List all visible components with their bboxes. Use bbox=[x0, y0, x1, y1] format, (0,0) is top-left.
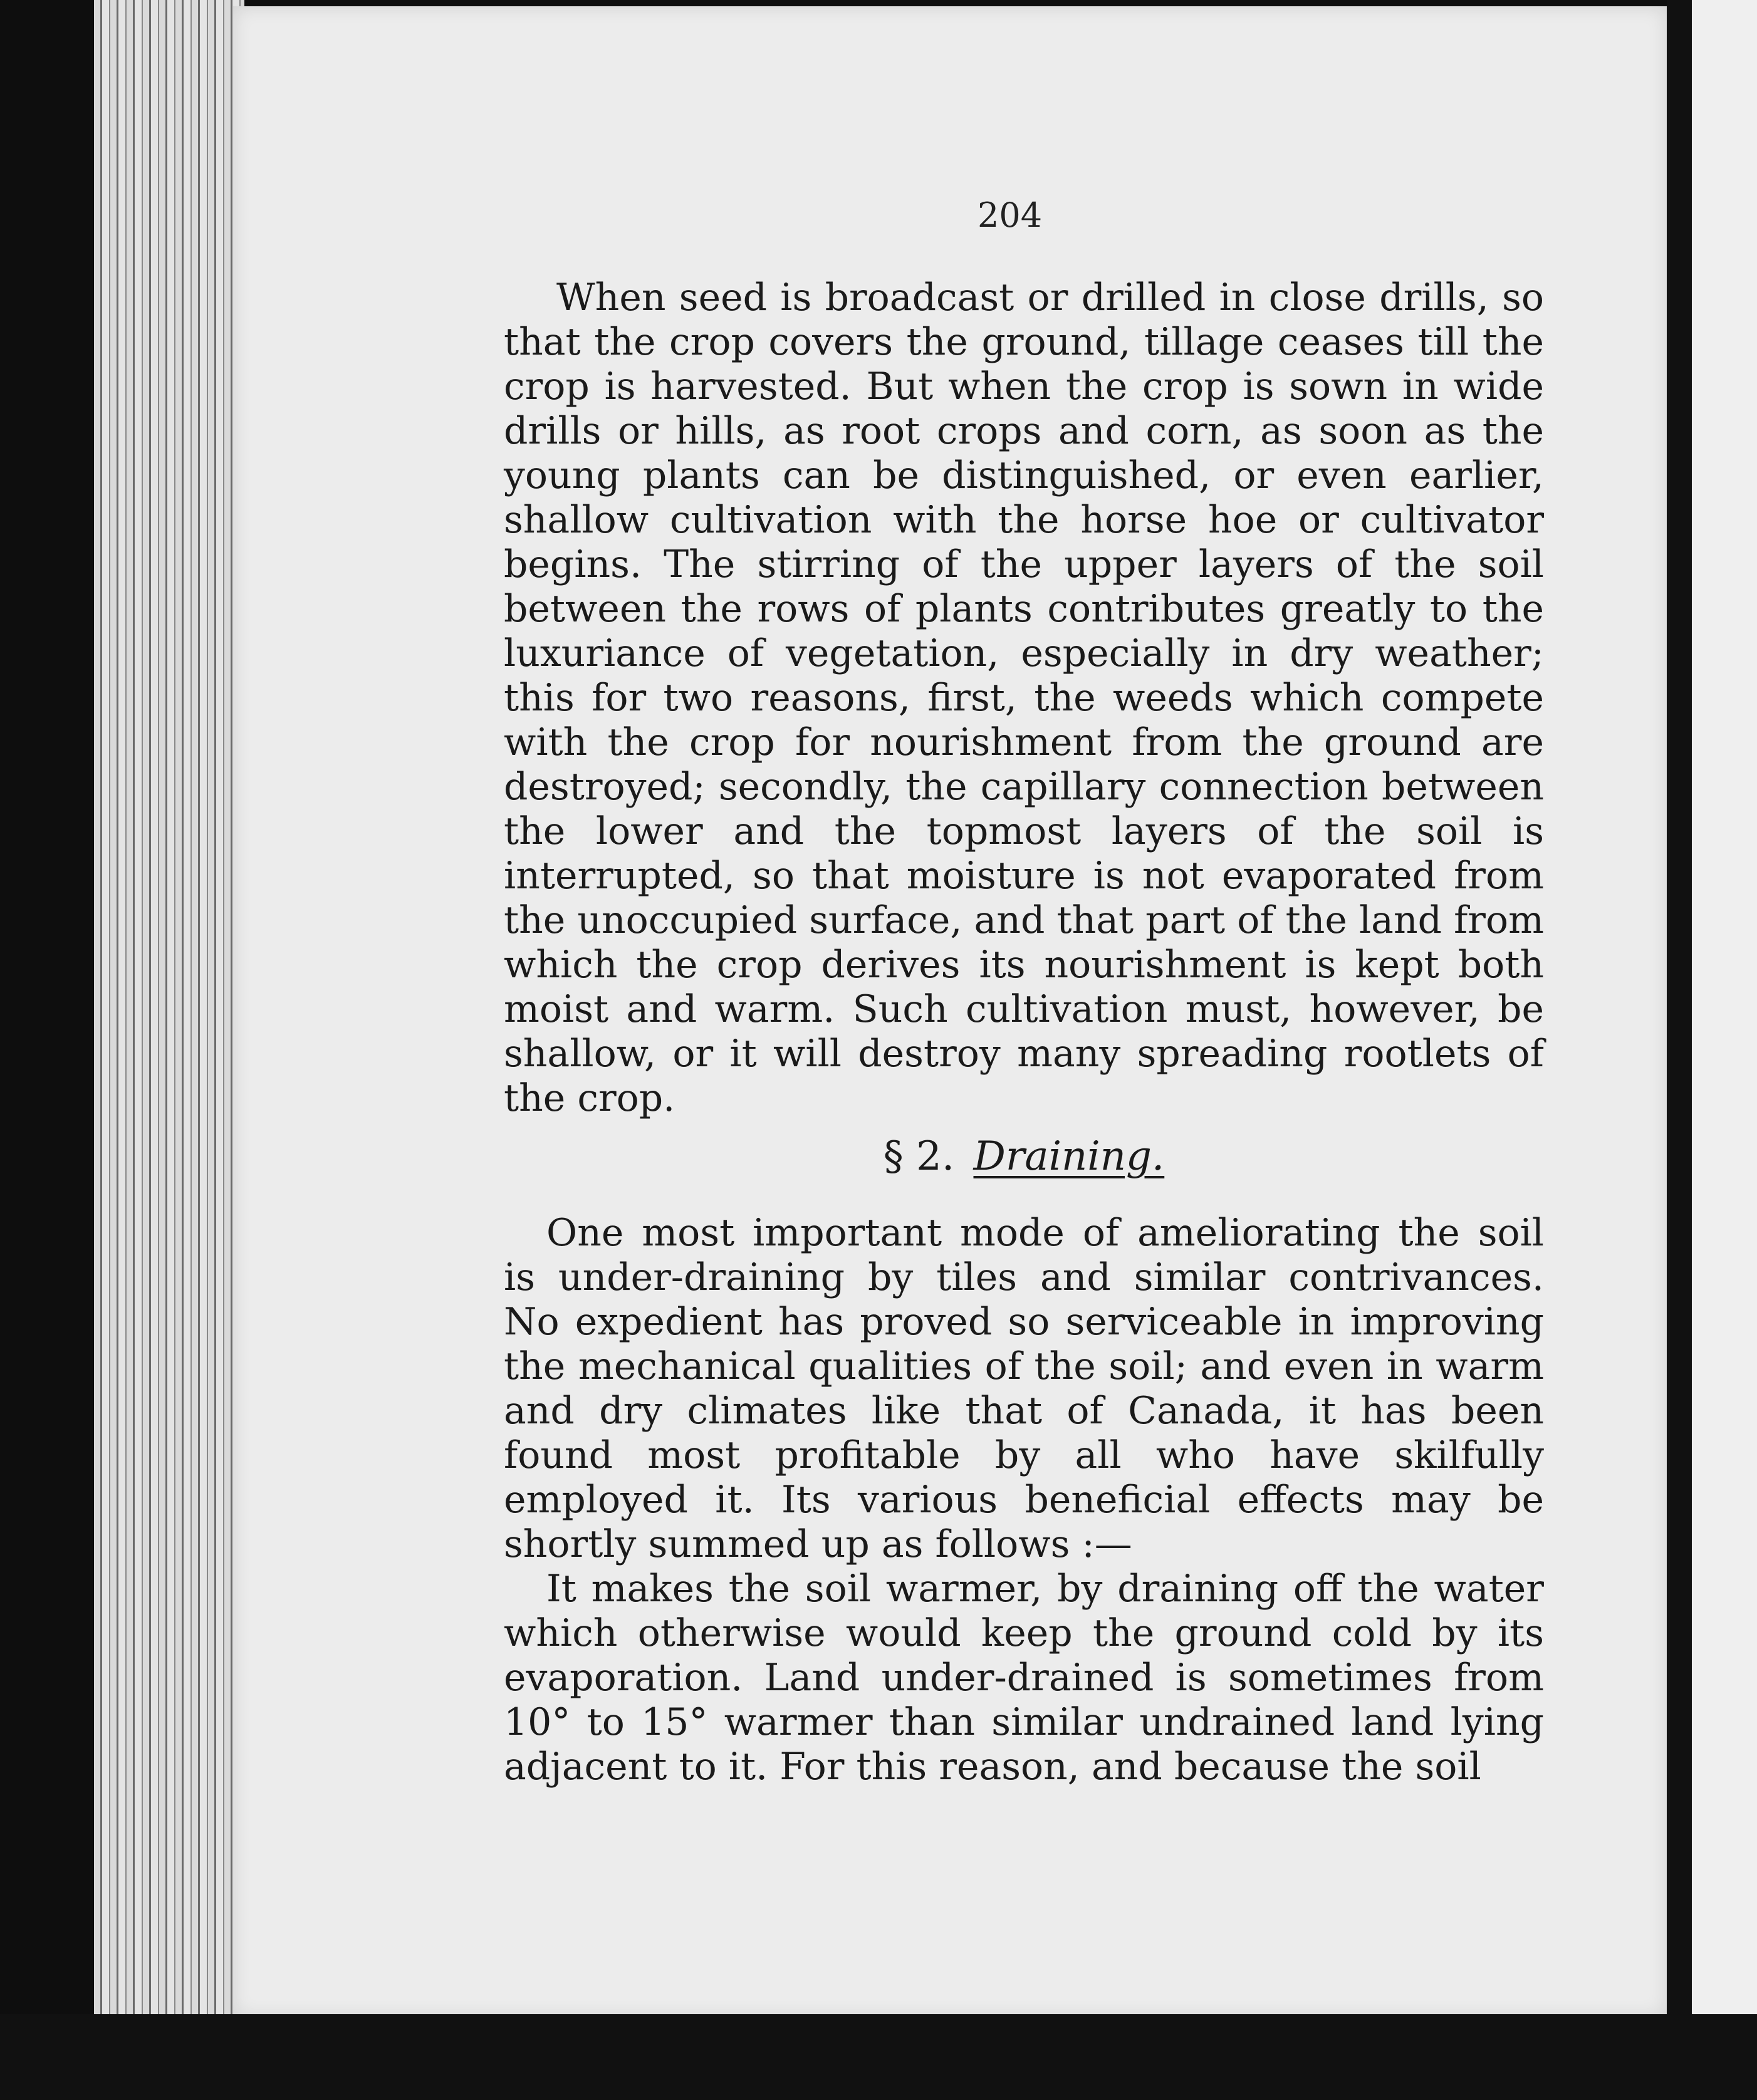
section-heading bbox=[504, 1128, 1544, 1185]
paragraph-warmer-soil: It makes the soil warmer, by draining off the water which otherwise would keep the ground cold by its evaporation. Land under-drained is sometimes from 10° to 15° warmer than similar undrained land lying adjacent to it. For this reason, and because the soil bbox=[504, 1567, 1544, 1789]
paragraph-draining: One most important mode of ameliorating the soil is under-draining by tiles and similar contrivances. No expedient has proved so serviceable in improving the mechanical qualities of the soil; and even in warm and dry climates like that of Canada, it has been found most profitable by all who have skilfully employed it. Its various beneficial effects may be shortly summed up as follows :— bbox=[504, 1211, 1544, 1566]
section-title: Draining. bbox=[973, 1133, 1165, 1180]
body-text bbox=[504, 276, 1544, 1789]
section-number: § 2. bbox=[883, 1133, 955, 1180]
book-page-edges bbox=[94, 0, 244, 2030]
paragraph-tillage: When seed is broadcast or drilled in close drills, so that the crop covers the ground, tillage ceases till the crop is harvested. But when the crop is sown in wide drills or hills, as root crops and corn, as soon as the young plants can be distinguished, or even earlier, shallow cultivation with the horse hoe or cultivator begins. The stirring of the upper layers of the soil between the rows of plants contributes greatly to the luxuriance of vegetation, especially in dry weather; this for two reasons, first, the weeds which compete with the crop for nourishment from the ground are destroyed; secondly, the capillary connection between the lower and the topmost layers of the soil is interrupted, so that moisture is not evaporated from the unoccupied surface, and that part of the land from which the crop derives its nourishment is kept both moist and warm. Such cultivation must, however, be shallow, or it will destroy many spreading rootlets of the crop. bbox=[504, 276, 1544, 1120]
facing-page-edge bbox=[1692, 0, 1757, 2030]
scan-border bbox=[0, 2014, 1757, 2100]
page-number: 204 bbox=[978, 195, 1043, 235]
